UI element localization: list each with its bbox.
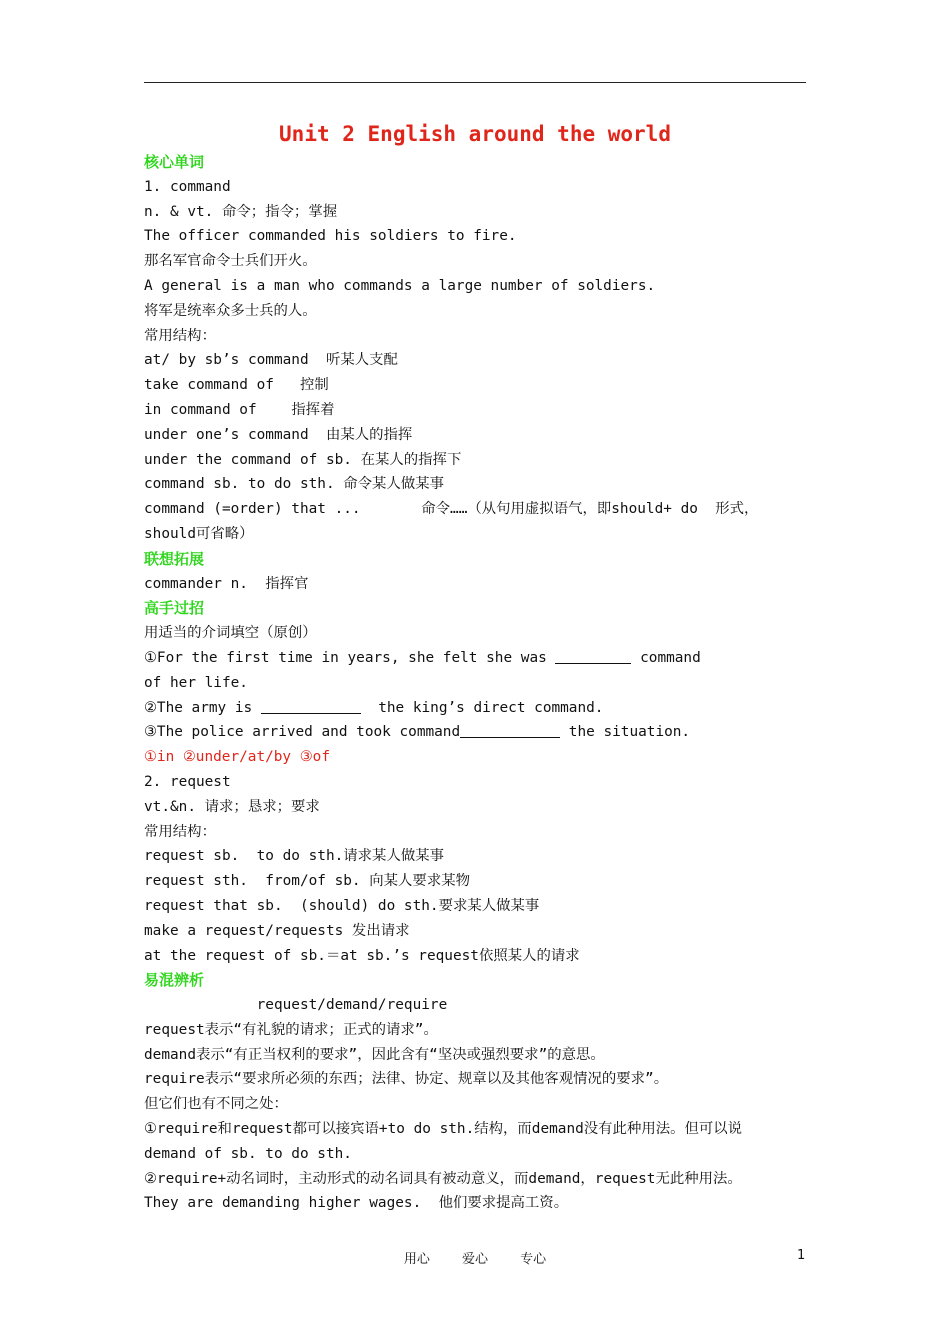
section-heading: [144, 547, 814, 572]
document-body: [144, 150, 814, 1216]
line-text: commander n. 指挥官: [144, 575, 309, 592]
section-heading: [144, 150, 814, 175]
text-line: [144, 398, 814, 423]
header-rule: [144, 82, 806, 83]
text-line: [144, 795, 814, 820]
text-line: [144, 621, 814, 646]
text-line: [144, 1067, 814, 1092]
line-text: at the request of sb.＝at sb.’s request依照某人的请求: [144, 947, 580, 964]
text-line: [144, 373, 814, 398]
text-line: [144, 522, 814, 547]
text-line: [144, 1191, 814, 1216]
text-line: [144, 1167, 814, 1192]
line-text: ③The police arrived and took command: [144, 724, 461, 741]
text-line: [144, 200, 814, 225]
line-text: ②require+动名词时，主动形式的动名词具有被动意义，而demand，request无此种用法。: [144, 1170, 742, 1187]
text-line: [144, 720, 814, 745]
line-text: 1. command: [144, 178, 231, 195]
text-line: [144, 919, 814, 944]
section-heading: [144, 596, 814, 621]
line-text: ①in ②under/at/by ③of: [144, 749, 330, 766]
line-text: 用适当的介词填空（原创）: [144, 625, 317, 642]
text-line: [144, 944, 814, 969]
line-text: 常用结构：: [144, 327, 216, 344]
line-text: 核心单词: [144, 153, 205, 171]
line-text: request sth. from/of sb. 向某人要求某物: [144, 873, 470, 890]
line-text: demand of sb. to do sth.: [144, 1145, 352, 1162]
line-text: 高手过招: [144, 599, 205, 618]
text-line: [144, 299, 814, 324]
line-text: in command of 指挥着: [144, 401, 335, 418]
line-text-after-blank: the king’s direct command.: [360, 699, 604, 716]
line-text: ①For the first time in years, she felt she was: [144, 649, 556, 666]
text-line: [144, 869, 814, 894]
page-number: 1: [797, 1248, 806, 1263]
text-line: [144, 1092, 814, 1117]
line-text: make a request/requests 发出请求: [144, 922, 410, 939]
text-line: [144, 572, 814, 597]
text-line: [144, 696, 814, 721]
line-text: n. & vt. 命令；指令；掌握: [144, 203, 338, 220]
text-line: [144, 324, 814, 349]
line-text: A general is a man who commands a large number of soldiers.: [144, 277, 656, 294]
text-line: [144, 348, 814, 373]
line-text: vt.&n. 请求；恳求；要求: [144, 798, 320, 815]
line-text: take command of 控制: [144, 377, 329, 394]
text-line: [144, 423, 814, 448]
text-line: [144, 646, 814, 671]
text-line: [144, 671, 814, 696]
line-text: 但它们也有不同之处：: [144, 1096, 288, 1113]
line-text: They are demanding higher wages. 他们要求提高工资。: [144, 1195, 569, 1212]
line-text-after-blank: command: [631, 649, 701, 666]
text-line: [144, 1018, 814, 1043]
text-line: [144, 820, 814, 845]
text-line: [144, 224, 814, 249]
line-text: ①require和request都可以接宾语+to do sth.结构，而demand没有此种用法。但可以说: [144, 1121, 743, 1138]
text-line: [144, 249, 814, 274]
line-text-after-blank: the situation.: [560, 724, 691, 741]
text-line: [144, 1043, 814, 1068]
text-line: [144, 472, 814, 497]
line-text: 易混辨析: [144, 971, 205, 990]
line-text: command sb. to do sth. 命令某人做某事: [144, 476, 445, 493]
section-heading: [144, 968, 814, 993]
text-line: [144, 844, 814, 869]
line-text: 那名军官命令士兵们开火。: [144, 253, 317, 270]
fill-in-blank: [460, 722, 560, 738]
line-text: ②The army is: [144, 699, 261, 716]
line-text: should可省略）: [144, 525, 254, 542]
text-line: [144, 274, 814, 299]
text-line: [144, 993, 814, 1018]
line-text: 将军是统率众多士兵的人。: [144, 302, 317, 319]
page-title: Unit 2 English around the world: [279, 122, 671, 146]
line-text: 常用结构：: [144, 823, 216, 840]
line-text: The officer commanded his soldiers to fire.: [144, 228, 517, 245]
line-text: request表示“有礼貌的请求；正式的请求”。: [144, 1021, 438, 1038]
line-text: of her life.: [144, 674, 248, 691]
footer-motto: 用心 爱心 专心: [403, 1252, 547, 1267]
line-text: at/ by sb’s command 听某人支配: [144, 352, 398, 369]
text-line: [144, 894, 814, 919]
answer-key: [144, 745, 814, 770]
text-line: [144, 1117, 814, 1142]
line-text: require表示“要求所必须的东西；法律、协定、规章以及其他客观情况的要求”。: [144, 1071, 669, 1088]
line-text: 2. request: [144, 773, 231, 790]
line-text: request/demand/require: [144, 997, 448, 1014]
line-text: 联想拓展: [144, 549, 205, 568]
text-line: [144, 497, 814, 522]
line-text: command (=order) that ... 命令……（从句用虚拟语气，即should+ do 形式，: [144, 501, 759, 518]
line-text: under one’s command 由某人的指挥: [144, 426, 413, 443]
text-line: [144, 175, 814, 200]
text-line: [144, 1142, 814, 1167]
line-text: request sb. to do sth.请求某人做某事: [144, 848, 445, 865]
fill-in-blank: [261, 698, 361, 714]
line-text: request that sb. (should) do sth.要求某人做某事: [144, 897, 540, 914]
line-text: under the command of sb. 在某人的指挥下: [144, 451, 462, 468]
text-line: [144, 770, 814, 795]
text-line: [144, 448, 814, 473]
fill-in-blank: [555, 648, 631, 664]
line-text: demand表示“有正当权利的要求”，因此含有“坚决或强烈要求”的意思。: [144, 1046, 605, 1063]
